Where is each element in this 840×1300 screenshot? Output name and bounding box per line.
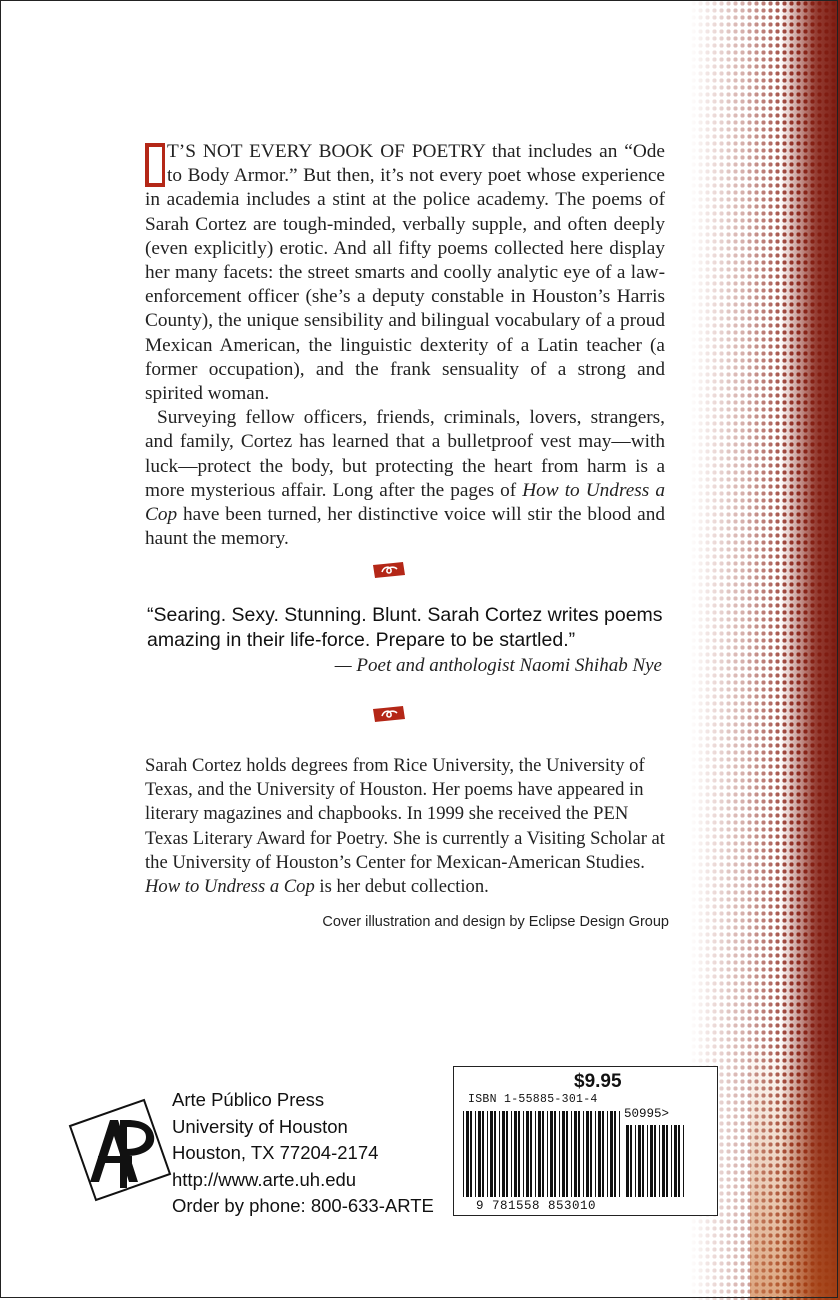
review-quote: “Searing. Sexy. Stunning. Blunt. Sarah Cortez writes poems amazing in their life-force. Prepare to be startled.” [147, 604, 663, 651]
ornament-divider-icon [372, 561, 406, 579]
bio-book-title: How to Undress a Cop [145, 876, 315, 898]
blurb [145, 140, 665, 551]
price-addon-code: 50995> [624, 1107, 670, 1121]
blurb-paragraph-2-end: have been turned, her distinctive voice will stir the blood and haunt the memory. [145, 504, 665, 550]
cover-credit: Cover illustration and design by Eclipse Design Group [322, 914, 669, 930]
publisher-info [172, 1087, 434, 1220]
isbn-number: ISBN 1-55885-301-4 [468, 1093, 598, 1106]
quote-attribution: — Poet and anthologist Naomi Shihab Nye [334, 655, 662, 676]
publisher-website: http://www.arte.uh.edu [172, 1168, 357, 1190]
ornament-divider-icon [372, 705, 406, 723]
blurb-lead-caps: T’S NOT EVERY BOOK OF POETRY [167, 141, 486, 162]
publisher-university: University of Houston [172, 1115, 348, 1137]
ean-barcode-icon [463, 1111, 621, 1197]
bio-text-start: Sarah Cortez holds degrees from Rice University, the University of Texas, and the University of Houston. Her poems have appeared in literary magazines and chapbooks. In 1999 she received the PEN Texas Literary Award for Poetry. She is currently a Visiting Scholar at the University of Houston’s Center for Mexican-American Studies. [145, 755, 665, 873]
dropcap-letter [145, 143, 165, 187]
bio-text-end: is her debut collection. [314, 876, 489, 898]
blurb-paragraph-2-start: Surveying fellow officers, friends, criminals, lovers, strangers, and family, Cortez has learned that a bulletproof vest may—with luck—protect the body, but protecting the heart from harm is a more mysterious affair. Long after the pages of [145, 407, 665, 501]
blurb-paragraph-1-text: that includes an “Ode to Body Armor.” But then, it’s not every poet whose experience in academia includes a stint at the police academy. The poems of Sarah Cortez are tough-minded, verbally supple, and often deeply (even explicitly) erotic. And all fifty poems collected here display her many facets: the street smarts and coolly analytic eye of a law-enforcement officer (she’s a deputy constable in Houston’s Harris County), the unique sensibility and bilingual vocabulary of a proud Mexican American, the linguistic dexterity of a Latin teacher (a former occupation), and the frank sensuality of a strong and spirited woman. [145, 141, 665, 405]
barcode-label [453, 1066, 718, 1216]
blurb-paragraph-2 [145, 406, 665, 551]
publisher-logo-icon [68, 1098, 172, 1202]
book-title-ref: How to Undress a Cop [145, 479, 665, 526]
addon-barcode-icon [626, 1125, 686, 1197]
publisher-address: Houston, TX 77204-2174 [172, 1142, 379, 1163]
blurb-paragraph-1 [145, 140, 665, 406]
ean-number: 9 781558 853010 [476, 1199, 597, 1213]
price: $9.95 [574, 1071, 622, 1092]
publisher-phone: Order by phone: 800-633-ARTE [172, 1195, 434, 1216]
author-bio [145, 754, 665, 899]
publisher-name: Arte Público Press [172, 1089, 325, 1110]
